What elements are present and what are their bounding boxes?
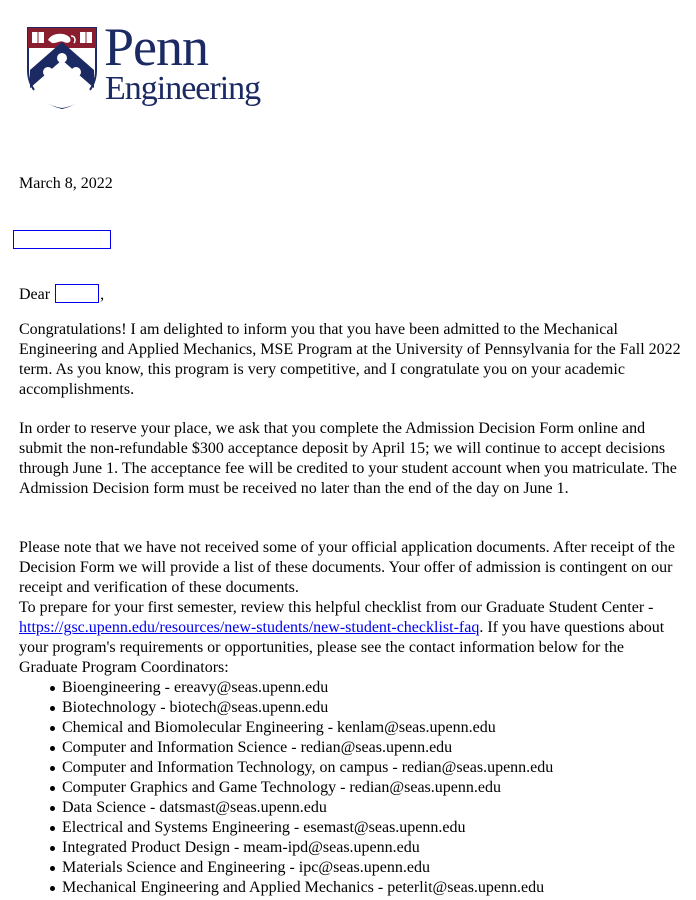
checklist-link[interactable]: https://gsc.upenn.edu/resources/new-students/new-student-checklist-faq — [19, 619, 480, 636]
list-item: Electrical and Systems Engineering - esemast@seas.upenn.edu — [62, 818, 553, 838]
list-item: Mechanical Engineering and Applied Mechanics - peterlit@seas.upenn.edu — [62, 878, 553, 898]
list-item: Computer and Information Science - redian@seas.upenn.edu — [62, 738, 553, 758]
salutation-prefix: Dear — [19, 286, 51, 303]
checklist-text-before: To prepare for your first semester, review this helpful checklist from our Graduate Student Center - — [19, 599, 654, 616]
redacted-address-field — [13, 230, 111, 249]
logo-penn-text: Penn — [104, 17, 208, 77]
list-item: Integrated Product Design - meam-ipd@seas.upenn.edu — [62, 838, 553, 858]
checklist-paragraph — [19, 598, 684, 678]
salutation-suffix: , — [100, 286, 105, 303]
list-item: Computer and Information Technology, on campus - redian@seas.upenn.edu — [62, 759, 554, 776]
redacted-name-field — [55, 284, 99, 303]
penn-shield-icon — [26, 26, 98, 110]
reserve-place-paragraph: In order to reserve your place, we ask that you complete the Admission Decision Form online and submit the non-refundable $300 acceptance deposit by April 15; we will continue to accept decisions through June 1. The acceptance fee will be credited to your student account when you matriculate. The Admission Decision form must be received no later than the end of the day on June 1. — [19, 420, 677, 497]
list-item: Bioengineering - ereavy@seas.upenn.edu — [62, 678, 553, 698]
penn-engineering-logo — [26, 17, 276, 114]
list-item: Data Science - datsmast@seas.upenn.edu — [62, 798, 553, 818]
checklist-text-after: . If you have questions about your program's requirements or opportunities, please see the contact information below for the Graduate Program Coordinators: — [19, 619, 665, 676]
documents-paragraph: Please note that we have not received some of your official application documents. After receipt of the Decision Form we will provide a list of these documents. Your offer of admission is contingent on our receipt and verification of these documents. — [19, 539, 675, 596]
list-item: Computer Graphics and Game Technology - redian@seas.upenn.edu — [62, 778, 553, 798]
list-item: Chemical and Biomolecular Engineering - kenlam@seas.upenn.edu — [62, 718, 553, 738]
logo-engineering-text: Engineering — [105, 70, 261, 107]
salutation — [19, 284, 104, 305]
congratulations-paragraph: Congratulations! I am delighted to inform you that you have been admitted to the Mechanical Engineering and Applied Mechanics, MSE Program at the University of Pennsylvania for the Fall 2022 term. As you know, this program is very competitive, and I congratulate you on your academic accomplishments. — [19, 321, 681, 398]
list-item: Materials Science and Engineering - ipc@seas.upenn.edu — [62, 858, 553, 878]
letter-date: March 8, 2022 — [19, 175, 113, 192]
coordinator-list — [0, 678, 553, 898]
list-item: Biotechnology - biotech@seas.upenn.edu — [62, 698, 553, 718]
